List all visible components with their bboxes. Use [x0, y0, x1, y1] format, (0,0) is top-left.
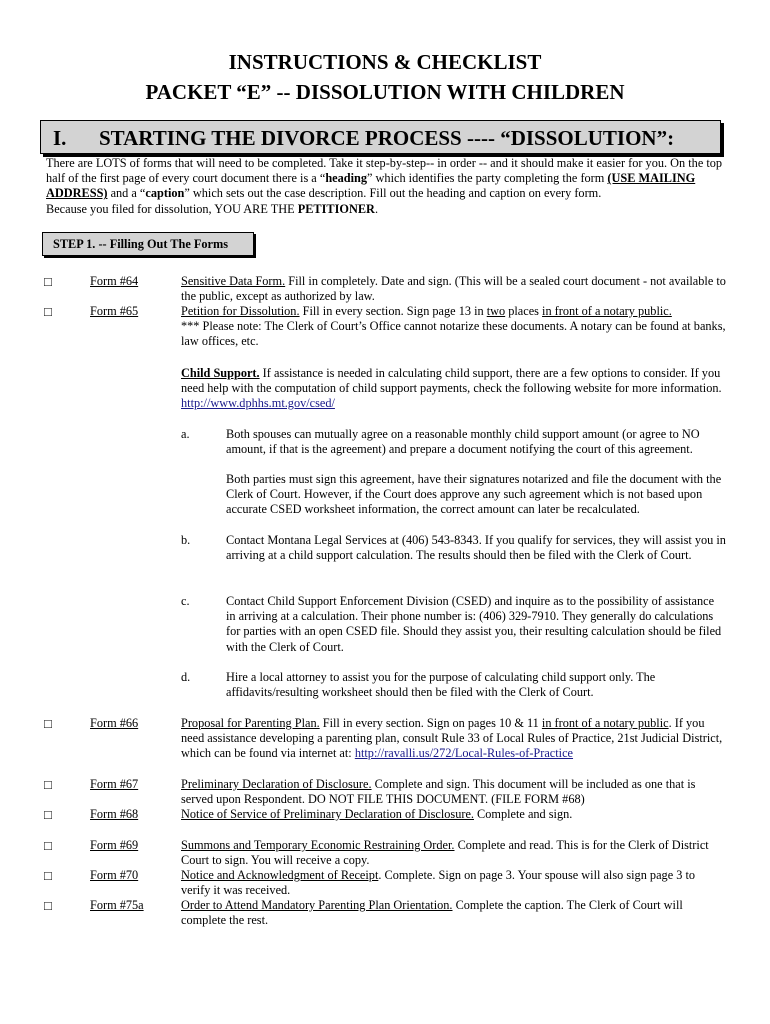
form-66-description [181, 716, 726, 762]
checkbox-form-75a[interactable]: □ [44, 898, 52, 913]
option-a-text: Both spouses can mutually agree on a reasonable monthly child support amount (or agree to NO amount, if that is the agreement) and prepare a document notifying the court of this agreement. [226, 427, 700, 457]
intro-text: ” which identifies the party completing the form [367, 171, 608, 186]
form-64-text: Fill in completely. Date and sign. (This will be a sealed court document - not available to the public, except as authorized by law. [181, 274, 726, 304]
form-69-title: Summons and Temporary Economic Restraining Order. [181, 838, 455, 852]
option-c-letter: c. [181, 594, 190, 608]
intro-text: . [374, 201, 379, 216]
form-70-text: . Complete. Sign on page 3. Your spouse will also sign page 3 to verify it was received. [181, 868, 696, 898]
form-67-description [181, 777, 726, 807]
section-heading [40, 120, 721, 154]
intro-petitioner: PETITIONER [297, 201, 375, 216]
checkbox-form-67[interactable]: □ [44, 777, 52, 792]
form-66-text: Fill in every section. Sign on pages 10 & 11 [319, 716, 542, 730]
intro-paragraph [46, 156, 736, 217]
form-67-title: Preliminary Declaration of Disclosure. [181, 777, 372, 791]
option-d-letter: d. [181, 670, 191, 684]
option-a-text2: Both parties must sign this agreement, have their signatures notarized and file the document with the Clerk of Court. However, if the Court does approve any such agreement which is not based upon accurate CSED worksheet information, the correct amount can later be recalculated. [226, 472, 722, 517]
intro-text: and a “ [107, 186, 146, 201]
form-75a-number: Form #75a [90, 898, 144, 912]
checkbox-form-65[interactable]: □ [44, 304, 52, 319]
form-64-title: Sensitive Data Form. [181, 274, 286, 288]
form-66-text: . If you need assistance developing a parenting plan, consult Rule 33 of Local Rules of Practice, 21st Judicial District, which can be found via internet at: [181, 716, 723, 761]
form-68-title: Notice of Service of Preliminary Declaration of Disclosure. [181, 807, 474, 821]
child-support-paragraph [181, 366, 726, 412]
form-65-note: *** Please note: The Clerk of Court’s Office cannot notarize these documents. A notary can be found at banks, law offices, etc. [181, 319, 726, 349]
document-title-line1: INSTRUCTIONS & CHECKLIST [228, 50, 542, 74]
form-65-text: Fill in every section. Sign page 13 in [299, 304, 487, 318]
form-75a-description [181, 898, 726, 928]
child-support-text: If assistance is needed in calculating child support, there are a few options to consider. If you need help with the computation of child support payments, check the following website for more information. [181, 366, 722, 396]
checkbox-form-68[interactable]: □ [44, 807, 52, 822]
form-64-number: Form #64 [90, 274, 139, 288]
section-number: I. [53, 126, 67, 150]
form-66-title: Proposal for Parenting Plan. [181, 716, 320, 730]
form-65-description [181, 304, 726, 350]
form-68-text: Complete and sign. [473, 807, 573, 821]
form-65-two: two [486, 304, 506, 318]
form-67-number: Form #67 [90, 777, 139, 791]
form-68-description [181, 807, 726, 822]
option-a-letter: a. [181, 427, 190, 441]
intro-text: There are LOTS of forms that will need to be completed. Take it step-by-step-- in order -- and it should make it easier for you. On the top half of the first page of every court document there is a “ [46, 156, 723, 186]
intro-use-mailing-address: (USE MAILING ADDRESS) [46, 171, 696, 201]
child-support-title: Child Support. [181, 366, 260, 380]
form-70-number: Form #70 [90, 868, 139, 882]
form-69-number: Form #69 [90, 838, 139, 852]
checkbox-form-64[interactable]: □ [44, 274, 52, 289]
local-rules-link[interactable]: http://ravalli.us/272/Local-Rules-of-Practice [354, 746, 574, 761]
intro-caption-word: caption [145, 186, 185, 201]
intro-text: ” which sets out the case description. Fill out the heading and caption on every form. [184, 186, 602, 201]
checkbox-form-69[interactable]: □ [44, 838, 52, 853]
checkbox-form-70[interactable]: □ [44, 868, 52, 883]
form-70-title: Notice and Acknowledgment of Receipt [181, 868, 379, 882]
form-68-number: Form #68 [90, 807, 139, 821]
option-b-letter: b. [181, 533, 191, 547]
form-69-description [181, 838, 726, 868]
intro-heading-word: heading [325, 171, 368, 186]
form-64-description [181, 274, 726, 304]
form-67-text: Complete and sign. This document will be included as one that is served upon Respondent. DO NOT FILE THIS DOCUMENT. (FILE FORM #68) [181, 777, 696, 807]
form-65-title: Petition for Dissolution. [181, 304, 300, 318]
form-70-description [181, 868, 726, 898]
form-75a-title: Order to Attend Mandatory Parenting Plan Orientation. [181, 898, 453, 912]
checkbox-form-66[interactable]: □ [44, 716, 52, 731]
intro-text: Because you filed for dissolution, YOU ARE THE [46, 201, 298, 216]
step-1-heading: STEP 1. -- Filling Out The Forms [42, 232, 254, 256]
form-65-notary: in front of a notary public. [542, 304, 672, 318]
section-title: STARTING THE DIVORCE PROCESS ---- “DISSOLUTION”: [99, 126, 675, 150]
option-d-text: Hire a local attorney to assist you for the purpose of calculating child support only. The affidavits/resulting worksheet should then be filed with the Clerk of Court. [226, 670, 656, 700]
form-75a-text: Complete the caption. The Clerk of Court will complete the rest. [181, 898, 683, 928]
form-69-text: Complete and read. This is for the Clerk of District Court to sign. You will receive a copy. [181, 838, 709, 868]
option-b-text: Contact Montana Legal Services at (406) 543-8343. If you qualify for services, they will assist you in arriving at a child support calculation. The results should then be filed with the Clerk of Court. [226, 533, 726, 563]
form-65-number: Form #65 [90, 304, 139, 318]
form-65-text: places [505, 304, 543, 318]
csed-link[interactable]: http://www.dphhs.mt.gov/csed/ [181, 396, 335, 411]
form-66-number: Form #66 [90, 716, 139, 730]
document-title-line2: PACKET “E” -- DISSOLUTION WITH CHILDREN [145, 80, 625, 104]
option-c-text: Contact Child Support Enforcement Division (CSED) and inquire as to the possibility of assistance in arriving at a calculation. Their phone number is: (406) 329-7910. They generally do calculations for parties with an open CSED file. Should they assist you, their resulting calculation should be filed with the Clerk of Court. [226, 594, 722, 654]
form-66-notary: in front of a notary public [541, 716, 669, 730]
